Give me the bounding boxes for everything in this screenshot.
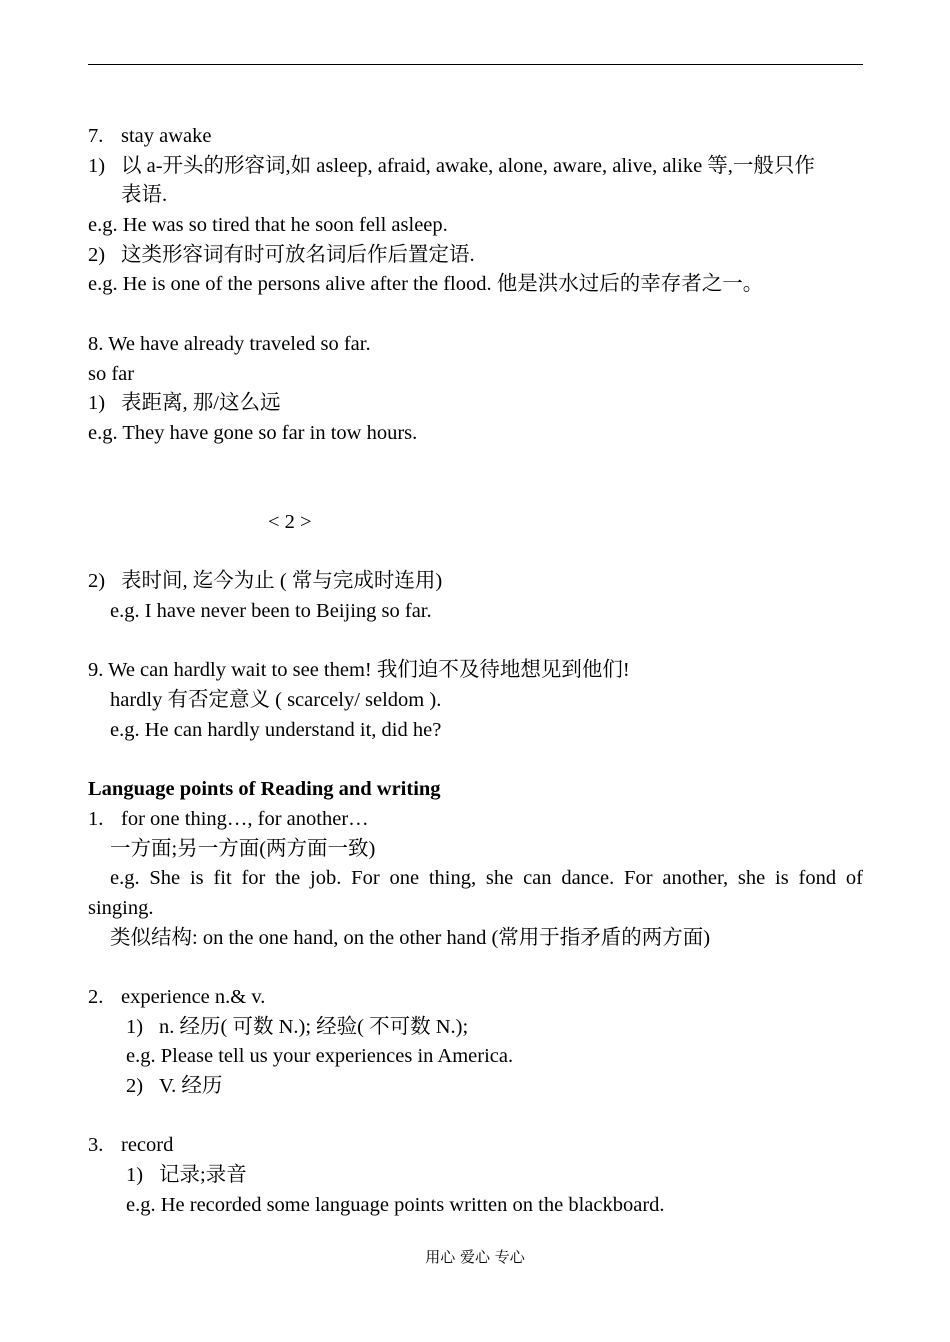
rw-item-2-heading: 2. experience n.& v. [88,985,266,1008]
rw-item-1-example-cont: singing. [88,896,154,919]
section-7-example-2: e.g. He is one of the persons alive after the flood. 他是洪水过后的幸存者之一。 [88,273,764,296]
rw-item-3-example: e.g. He recorded some language points written on the blackboard. [126,1193,665,1216]
section-9-note: hardly 有否定意义 ( scarcely/ seldom ). [110,689,442,712]
rw-item-2-example: e.g. Please tell us your experiences in America. [126,1045,514,1068]
section-9-example: e.g. He can hardly understand it, did he? [110,718,442,741]
rw-item-1-example: e.g. She is fit for the job. For one thing, she can dance. For another, she is fond of [110,867,863,890]
section-8-phrase: so far [88,362,135,385]
section-8-example-1: e.g. They have gone so far in tow hours. [88,421,418,444]
section-7-heading: 7. stay awake [88,125,212,147]
rw-item-1-heading: 1. for one thing…, for another… [88,807,369,830]
rw-item-2-sense-2: 2) V. 经历 [126,1075,223,1098]
page-marker: < 2 > [268,510,312,533]
section-8-example-2: e.g. I have never been to Beijing so far. [110,600,432,623]
section-7-example-1: e.g. He was so tired that he soon fell asleep. [88,214,448,237]
rw-item-1-meaning: 一方面;另一方面(两方面一致) [110,837,376,860]
document-body [88,122,863,1220]
section-8-point-1: 1) 表距离, 那/这么远 [88,392,281,415]
section-8-point-2: 2) 表时间, 迄今为止 ( 常与完成时连用) [88,570,443,593]
header-rule [88,64,863,65]
rw-item-3-sense-1: 1) 记录;录音 [126,1164,247,1187]
reading-writing-title: Language points of Reading and writing [88,778,441,801]
section-7-point-1: 1) 以 a-开头的形容词,如 asleep, afraid, awake, alone, aware, alive, alike 等,一般只作 [88,154,815,177]
rw-item-2-sense-1: 1) n. 经历( 可数 N.); 经验( 不可数 N.); [126,1015,469,1038]
section-9-heading: 9. We can hardly wait to see them! 我们迫不及待地想见到他们! [88,659,630,682]
section-8-heading: 8. We have already traveled so far. [88,332,371,355]
section-7-point-1-cont: 表语. [121,184,168,207]
rw-item-3-heading: 3. record [88,1134,174,1157]
section-7-point-2: 2) 这类形容词有时可放名词后作后置定语. [88,243,475,266]
rw-item-1-similar: 类似结构: on the one hand, on the other hand (常用于指矛盾的两方面) [110,926,711,949]
page-footer: 用心 爱心 专心 [425,1248,525,1266]
